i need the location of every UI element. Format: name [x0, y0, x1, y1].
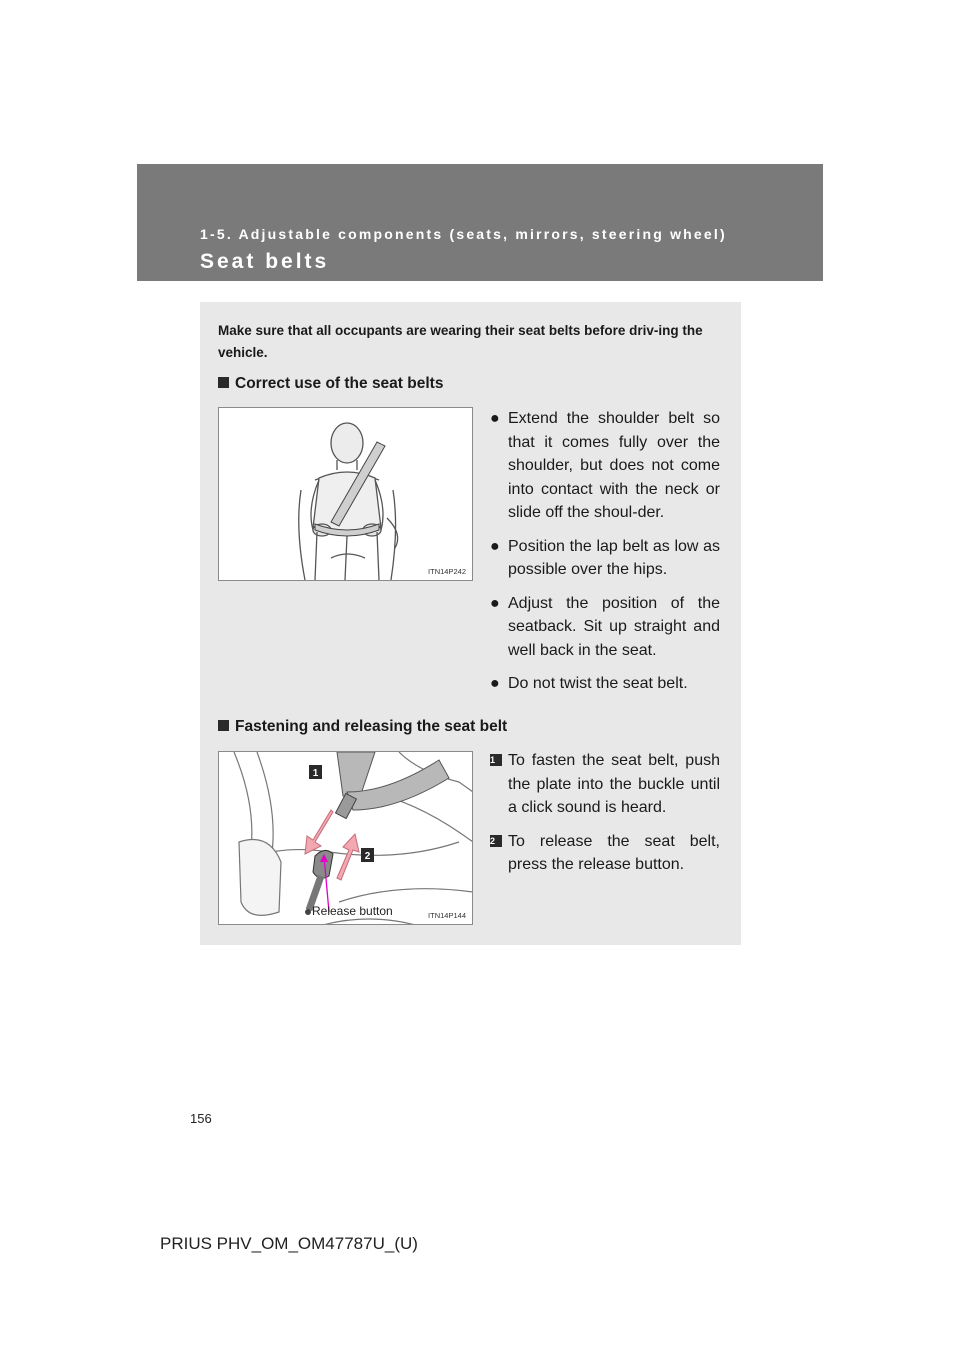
step-number-badge: 1 [490, 754, 502, 766]
list-item-text: Position the lap belt as low as possible over the hips. [508, 537, 720, 578]
step-number-badge: 2 [490, 835, 502, 847]
list-item [490, 672, 720, 696]
step-text: To fasten the seat belt, push the plate into the buckle until a click sound is heard. [508, 752, 720, 816]
intro-text: Make sure that all occupants are wearing their seat belts before driv-ing the vehicle. [218, 323, 703, 360]
list-item [490, 592, 720, 663]
figure-code: ITN14P242 [428, 567, 466, 576]
document-code: PRIUS PHV_OM_OM47787U_(U) [160, 1234, 418, 1253]
figure-correct-use [218, 407, 473, 581]
figure-fastening [218, 751, 473, 925]
square-bullet-icon [218, 720, 229, 731]
marker-1-label: 1 [312, 768, 319, 779]
page-number: 156 [190, 1111, 212, 1126]
round-bullet-icon: ● [490, 537, 500, 555]
round-bullet-icon: ● [490, 594, 500, 612]
step-list-fastening [490, 749, 720, 887]
list-item [490, 749, 720, 820]
fasten-arrow-icon [305, 810, 333, 854]
list-item [490, 830, 720, 877]
subheading-fastening [218, 718, 507, 736]
page-title: Seat belts [200, 250, 330, 273]
step-text: To release the seat belt, press the release button. [508, 832, 720, 873]
section-label: 1-5. Adjustable components (seats, mirrors, steering wheel) [200, 226, 727, 242]
bullet-list-correct-use [490, 407, 720, 706]
subheading-correct-use [218, 375, 443, 393]
square-bullet-icon [218, 377, 229, 388]
subheading-label: Correct use of the seat belts [235, 375, 444, 392]
round-bullet-icon: ● [490, 675, 500, 692]
list-item-text: Extend the shoulder belt so that it comes fully over the shoulder, but does not come into contact with the neck or slide off the shoul-der. [508, 410, 720, 521]
subheading-label: Fastening and releasing the seat belt [235, 718, 508, 735]
list-item-text: Adjust the position of the seatback. Sit up straight and well back in the seat. [508, 594, 720, 659]
release-arrow-icon [337, 834, 359, 880]
release-button-callout: Release button [312, 904, 393, 918]
list-item [490, 407, 720, 525]
marker-2-label: 2 [364, 851, 371, 862]
round-bullet-icon: ● [490, 410, 500, 427]
list-item [490, 535, 720, 582]
buckle-illustration [219, 752, 473, 925]
seated-occupant-illustration [219, 408, 473, 581]
list-item-text: Do not twist the seat belt. [508, 675, 688, 692]
figure-code: ITN14P144 [428, 911, 466, 920]
